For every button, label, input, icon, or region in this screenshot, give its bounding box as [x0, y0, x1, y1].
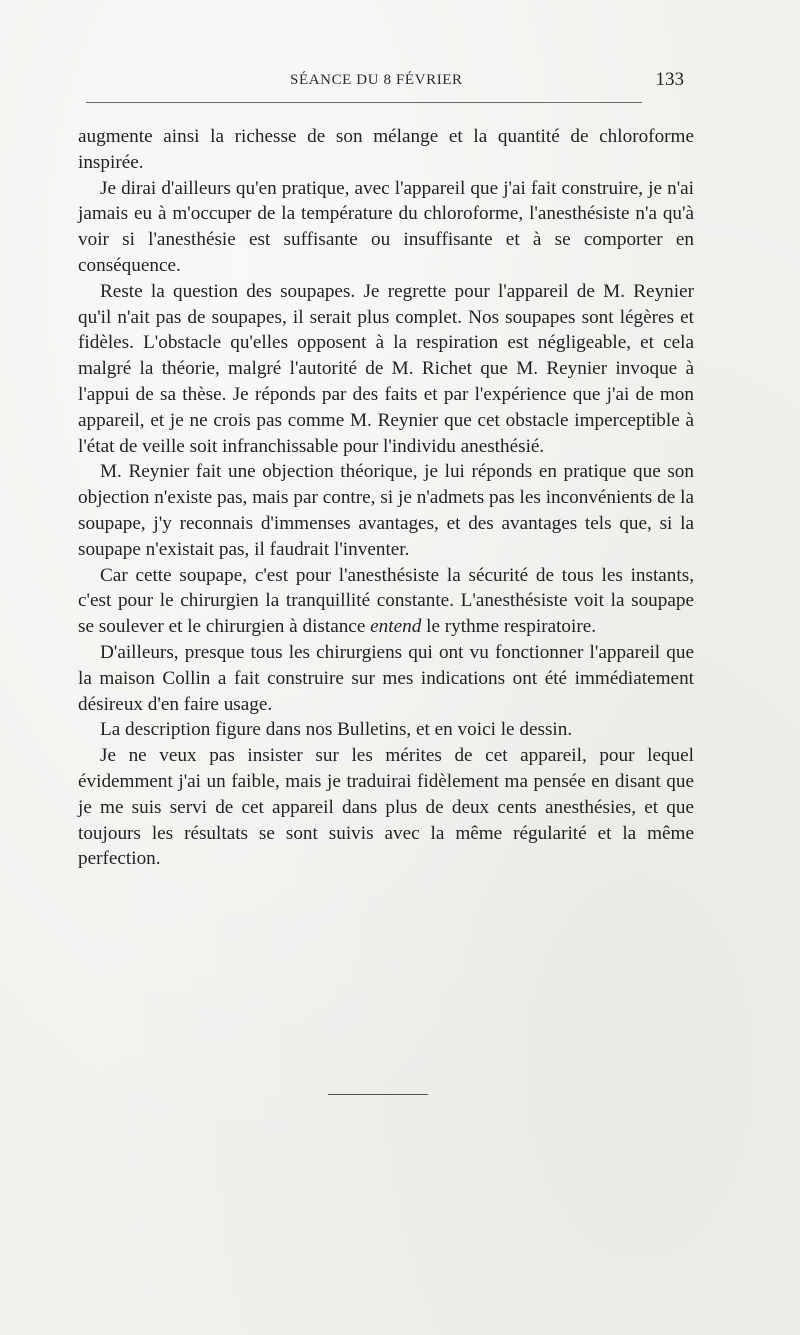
paragraph-7: La description figure dans nos Bulletins, et en voici le dessin.: [100, 719, 573, 741]
paragraph-5: [78, 563, 694, 640]
paragraph-5-tail: le rythme respiratoire.: [421, 616, 597, 638]
paragraph-3: Reste la question des soupapes. Je regrette pour l'appareil de M. Reynier qu'il n'ait pas de soupapes, il serait plus complet. Nos soupapes sont légères et fidèles. L'obstacle qu'elles opposent à la respiration est négligeable, et cela malgré la théorie, malgré l'autorité de M. Richet que M. Reynier invoque à l'appui de sa thèse. Je réponds par des faits et par l'expérience que j'ai de mon appareil, et je ne crois pas comme M. Reynier que cet obstacle imperceptible à l'état de veille soit infranchissable pour l'individu anesthésié.: [78, 280, 694, 457]
paragraph-1: augmente ainsi la richesse de son mélange et la quantité de chloroforme inspirée.: [78, 126, 694, 173]
page-number: 133: [655, 69, 684, 90]
end-rule: [328, 1094, 428, 1095]
page-header: [78, 69, 684, 96]
paragraph-5-text: Car cette soupape, c'est pour l'anesthésiste la sécurité de tous les instants, c'est pour le chirurgien la tranquillité constante. L'anesthésiste voit la soupape se soulever et le chirurgien à distance: [78, 564, 694, 638]
running-title: SÉANCE DU 8 FÉVRIER: [290, 72, 463, 88]
paragraph-8: Je ne veux pas insister sur les mérites de cet appareil, pour lequel évidemment j'ai un faible, mais je traduirai fidèlement ma pensée en disant que je me suis servi de cet appareil dans plus de deux cents anesthésies, et que toujours les résultats se sont suivis avec la même régularité et la même perfection.: [78, 745, 694, 870]
paragraph-4: M. Reynier fait une objection théorique, je lui réponds en pratique que son objection n'existe pas, mais par contre, si je n'admets pas les inconvénients de la soupape, j'y reconnais d'immenses avantages, et des avantages tels que, si la soupape n'existait pas, il faudrait l'inventer.: [78, 461, 694, 560]
paragraph-5-italic: entend: [370, 616, 422, 638]
paragraph-6: D'ailleurs, presque tous les chirurgiens qui ont vu fonctionner l'appareil que la maison Collin a fait construire sur mes indications ont été immédiatement désireux d'en faire usage.: [78, 641, 694, 715]
paragraph-2: Je dirai d'ailleurs qu'en pratique, avec l'appareil que j'ai fait construire, je n'ai jamais eu à m'occuper de la température du chloroforme, l'anesthésiste n'a qu'à voir si l'anesthésie est suffisante ou insuffisante et à se comporter en conséquence.: [78, 177, 694, 276]
header-rule: [86, 102, 642, 103]
body-text: [78, 124, 694, 872]
